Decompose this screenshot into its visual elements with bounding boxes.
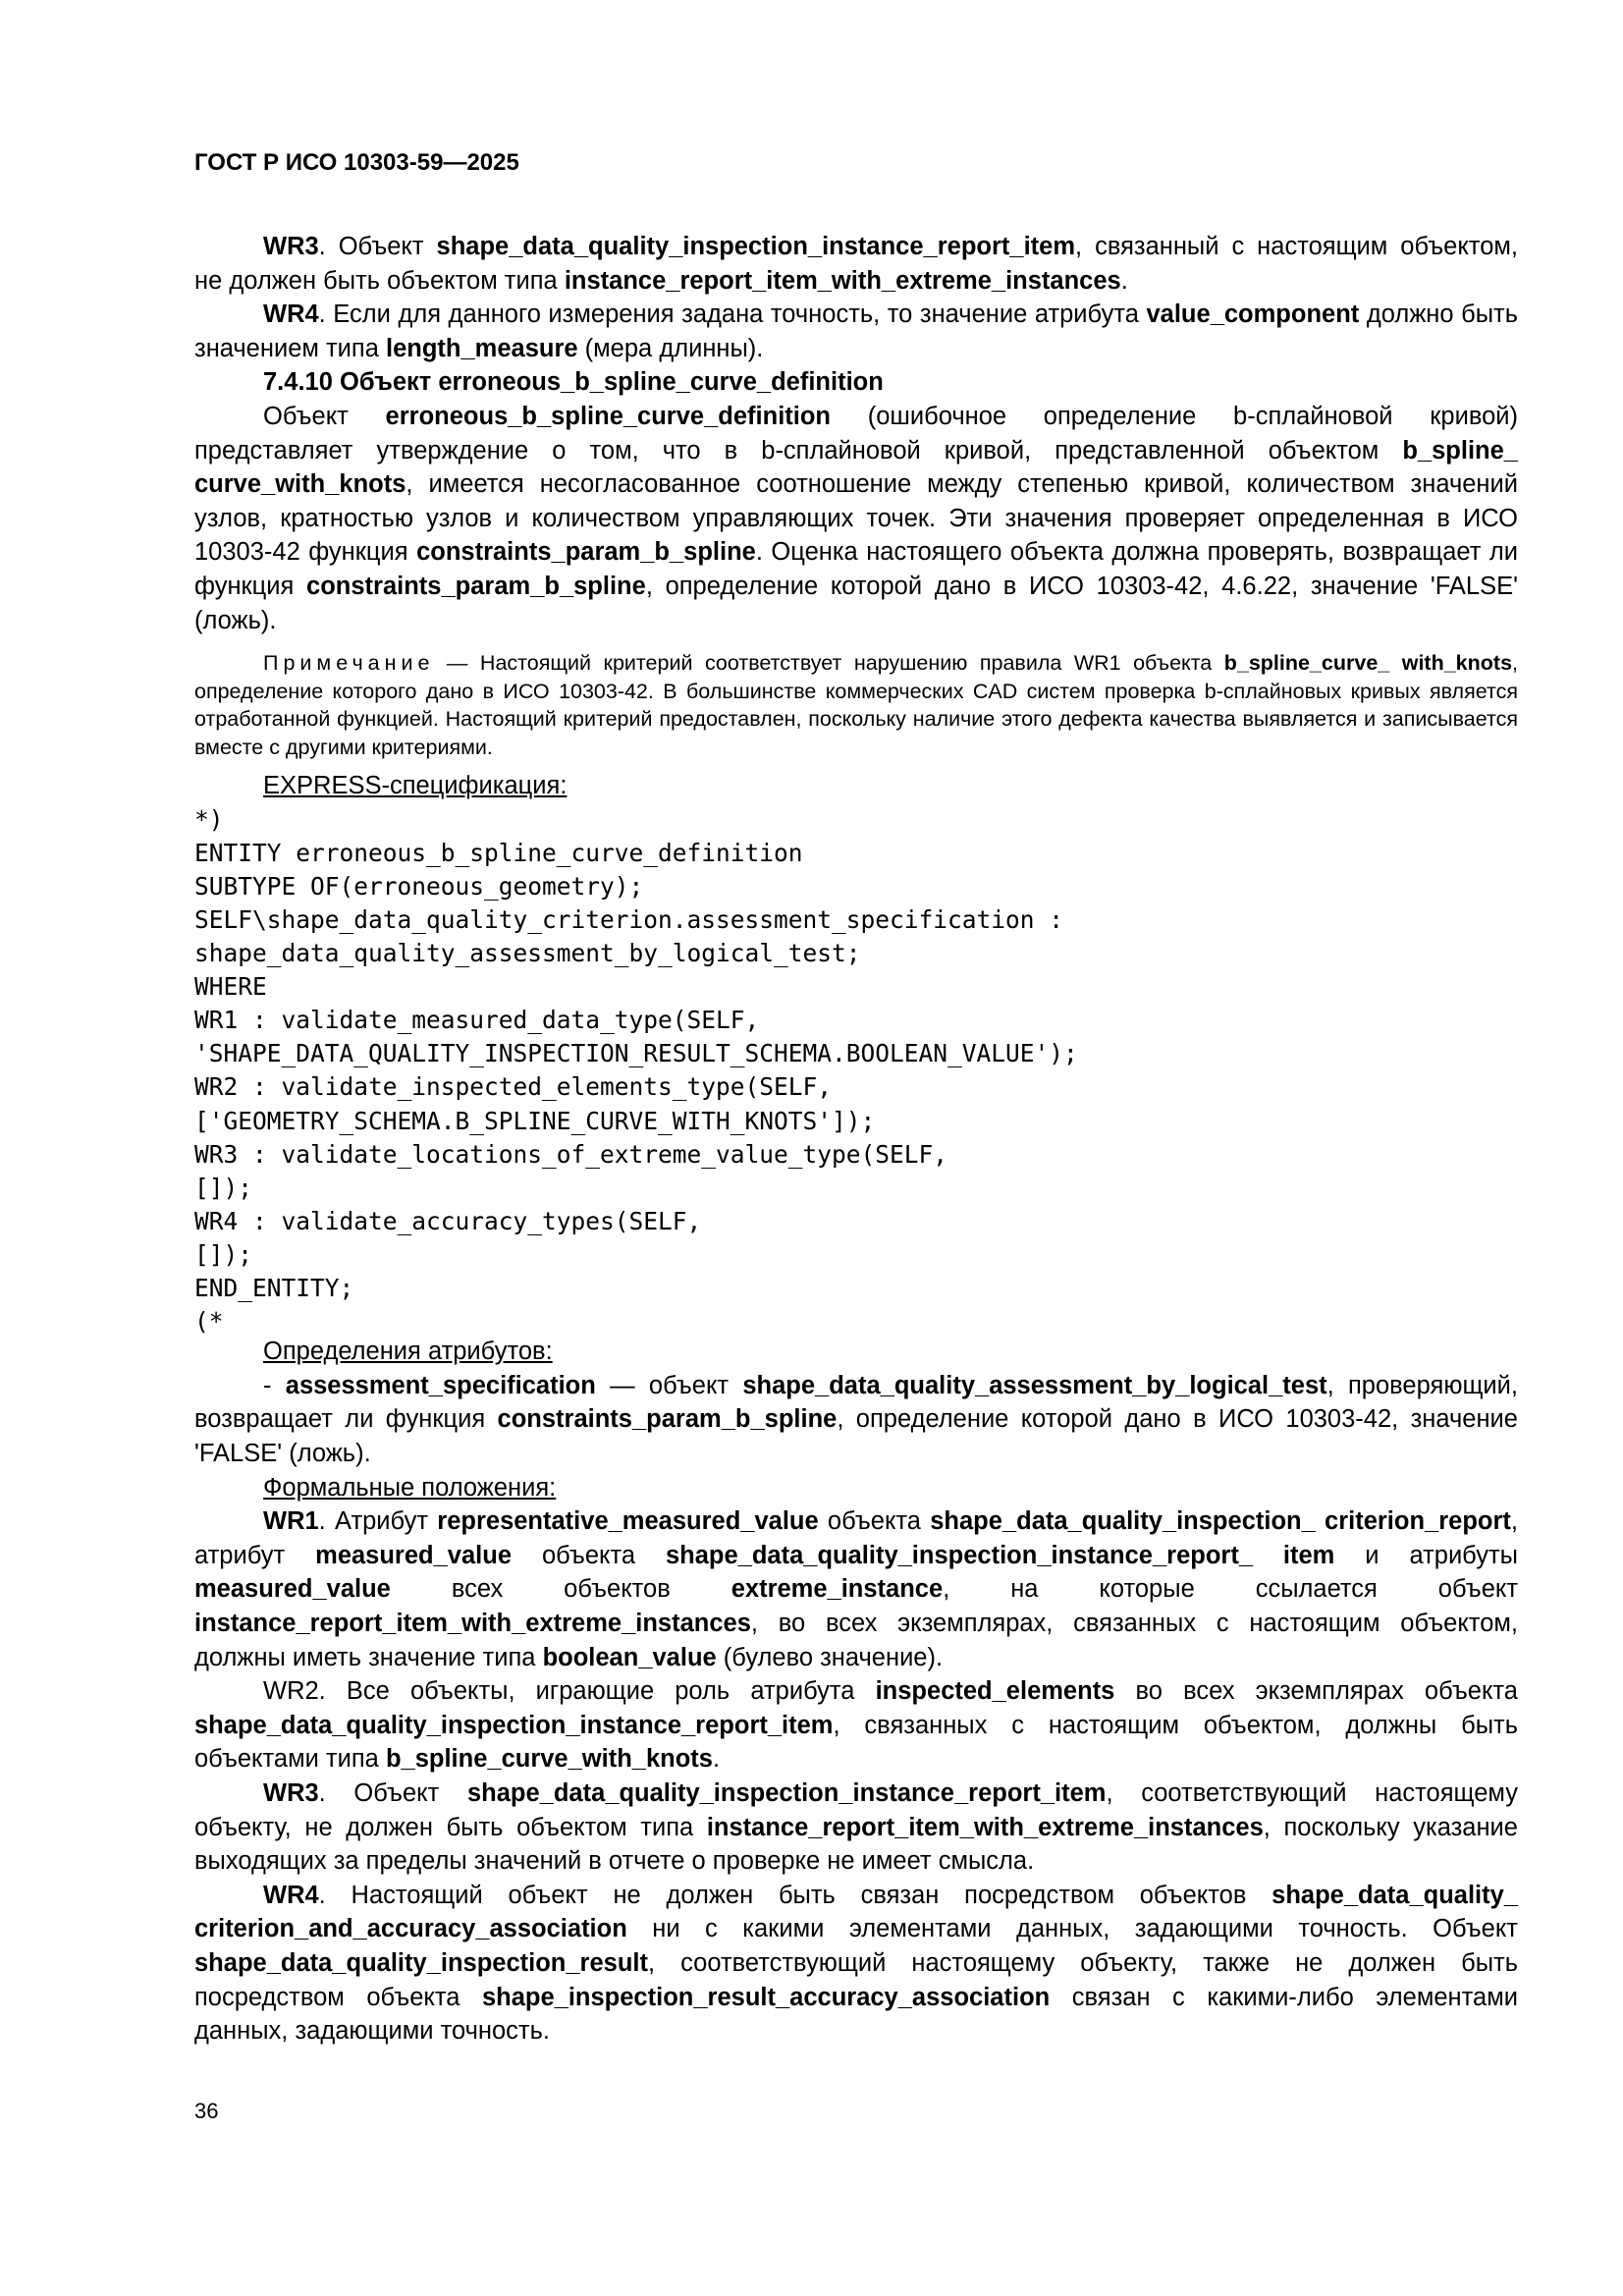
code-line: []); (194, 1173, 253, 1202)
code-line: *) (194, 804, 224, 834)
section-description: Объект erroneous_b_spline_curve_definition (ошибочное определение b-сплайновой кривой) представляет утверждение о том, что в b-сплайновой кривой, представленной объектом b_spline_ curve_with_knots, имеется несогласованное соотношение между степенью кривой, количеством значений узлов, кратностью узлов и количеством управляющих точек. Эти значения проверяет определенная в ИСО 10303-42 функция constraints_param_b_spline. Оценка настоящего объекта должна проверять, возвращает ли функция constraints_param_b_spline, определение которой дано в ИСО 10303-42, 4.6.22, значение 'FALSE' (ложь). (194, 402, 1519, 634)
code-line: (* (194, 1307, 224, 1337)
intro-wr4-paragraph: WR4. Если для данного измерения задана точность, то значение атрибута value_component должно быть значением типа length_measure (мера длинны). (194, 301, 1518, 362)
document-header: ГОСТ Р ИСО 10303-59—2025 (194, 149, 519, 176)
formal-propositions-heading: Формальные положения: (263, 1473, 557, 1502)
code-line: WR1 : validate_measured_data_type(SELF, (194, 1006, 760, 1035)
code-line: ['GEOMETRY_SCHEMA.B_SPLINE_CURVE_WITH_KNOTS']); (194, 1106, 876, 1135)
section-heading: 7.4.10 Объект erroneous_b_spline_curve_definition (263, 368, 884, 397)
rule-label: WR3 (263, 233, 319, 260)
document-body (194, 230, 1518, 2049)
entity-name: shape_data_quality_inspection_instance_report_item (436, 233, 1076, 260)
attribute-definitions-heading: Определения атрибутов: (263, 1338, 553, 1366)
code-line: WR3 : validate_locations_of_extreme_value_type(SELF, (194, 1139, 948, 1169)
code-line: SUBTYPE OF(erroneous_geometry); (194, 871, 644, 901)
formal-wr3-paragraph: WR3. Объект shape_data_quality_inspection_instance_report_item, соответствующий настоящему объекту, не должен быть объектом типа instance_report_item_with_extreme_instances, поскольку указание выходящих за пределы значений в отчете о проверке не имеет смысла. (194, 1778, 1518, 1876)
formal-wr4-paragraph: WR4. Настоящий объект не должен быть связан посредством объектов shape_data_quality_ criterion_and_accuracy_association ни с какими элементами данных, задающими точность. Объект shape_data_quality_inspection_result, соответствующий настоящему объекту, также не должен быть посредством объекта shape_inspection_result_accuracy_association связан с какими-либо элементами данных, задающими точность. (194, 1881, 1518, 2046)
express-code-block (194, 803, 1518, 1339)
code-line: 'SHAPE_DATA_QUALITY_INSPECTION_RESULT_SCHEMA.BOOLEAN_VALUE'); (194, 1039, 1078, 1068)
code-line: ENTITY erroneous_b_spline_curve_definition (194, 838, 803, 867)
note-label: Примечание (263, 651, 435, 676)
code-line: END_ENTITY; (194, 1274, 354, 1303)
intro-wr3-paragraph: WR3. Объект shape_data_quality_inspection_instance_report_item, связанный с настоящим объектом, не должен быть объектом типа instance_report_item_with_extreme_instances. (194, 233, 1518, 295)
express-spec-heading: EXPRESS-спецификация: (263, 772, 568, 800)
code-line: WHERE (194, 972, 267, 1002)
attribute-name: value_component (1146, 301, 1360, 329)
code-line: []); (194, 1239, 253, 1269)
type-name: length_measure (386, 334, 578, 362)
document-page (194, 0, 1518, 2296)
code-line: SELF\shape_data_quality_criterion.assessment_specification : (194, 905, 1064, 934)
note-paragraph: Примечание — Настоящий критерий соответствует нарушению правила WR1 объекта b_spline_curve_ with_knots, определение которого дано в ИСО 10303-42. В большинстве коммерческих CAD систем проверка b-сплайновых кривых является отработанной функцией. Настоящий критерий предоставлен, поскольку наличие этого дефекта качества выявляется и записывается вместе с другими критериями. (194, 651, 1519, 759)
code-line: WR4 : validate_accuracy_types(SELF, (194, 1206, 702, 1235)
entity-name: instance_report_item_with_extreme_instances (564, 266, 1121, 295)
attribute-definition: - assessment_specification — объект shape_data_quality_assessment_by_logical_test, проверяющий, возвращает ли функция constraints_param_b_spline, определение которой дано в ИСО 10303-42, значение 'FALSE' (ложь). (194, 1371, 1518, 1467)
formal-wr1-paragraph: WR1. Атрибут representative_measured_value объекта shape_data_quality_inspection_ criterion_report, атрибут measured_value объекта shape_data_quality_inspection_instance_report_ item и атрибуты measured_value всех объектов extreme_instance, на которые ссылается объект instance_report_item_with_extreme_instances, во всех экземплярах, связанных с настоящим объектом, должны иметь значение типа boolean_value (булево значение). (194, 1507, 1518, 1671)
rule-label: WR4 (263, 301, 319, 329)
code-line: shape_data_quality_assessment_by_logical_test; (194, 939, 861, 968)
code-line: WR2 : validate_inspected_elements_type(SELF, (194, 1072, 833, 1102)
formal-wr2-paragraph: WR2. Все объекты, играющие роль атрибута inspected_elements во всех экземплярах объекта shape_data_quality_inspection_instance_report_item, связанных с настоящим объектом, должны быть объектами типа b_spline_curve_with_knots. (194, 1677, 1518, 1774)
page-number: 36 (194, 2099, 219, 2123)
